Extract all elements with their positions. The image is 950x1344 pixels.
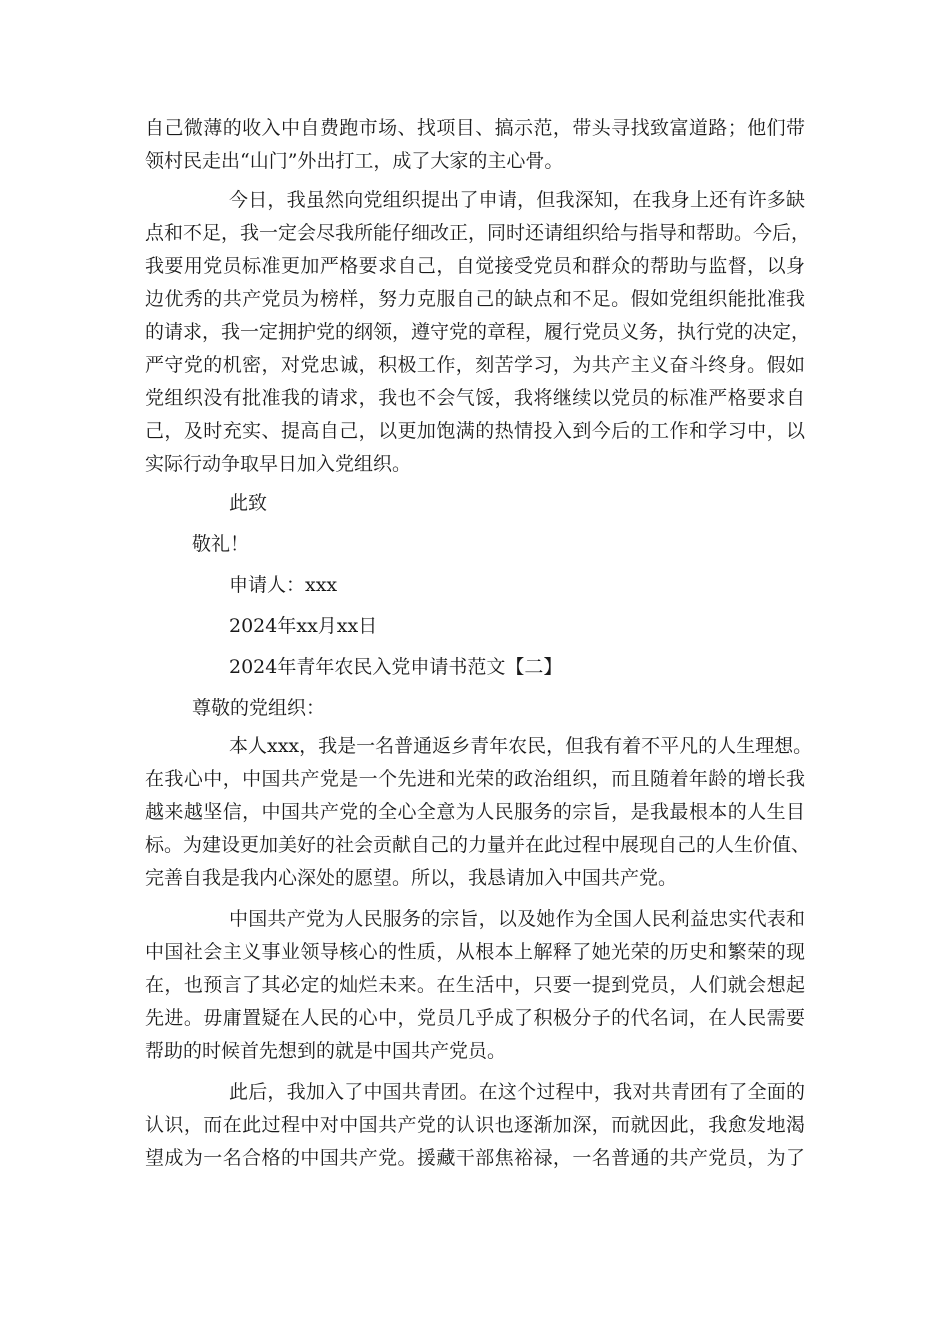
text-line: 完善自我是我内心深处的愿望。所以，我恳请加入中国共产党。	[145, 867, 678, 889]
text-line: 在，也预言了其必定的灿烂未来。在生活中，只要一提到党员，人们就会想起	[145, 974, 805, 996]
text-line: 自己微薄的收入中自费跑市场、找项目、搞示范，带头寻找致富道路；他们带	[145, 117, 805, 139]
text-line: 实际行动争取早日加入党组织。	[145, 453, 412, 475]
text-line: 点和不足，我一定会尽我所能仔细改正，同时还请组织给与指导和帮助。今后，	[145, 222, 811, 244]
paragraph-5	[145, 1076, 805, 1175]
text-line: 本人xxx，我是一名普通返乡青年农民，但我有着不平凡的人生理想。	[229, 735, 813, 757]
greeting: 尊敬的党组织：	[192, 697, 326, 719]
text-line: 己，及时充实、提高自己，以更加饱满的热情投入到今后的工作和学习中，以	[145, 420, 805, 442]
text-line: 党组织没有批准我的请求，我也不会气馁，我将继续以党员的标准严格要求自	[145, 387, 805, 409]
text-line: 先进。毋庸置疑在人民的心中，党员几乎成了积极分子的代名词，在人民需要	[145, 1007, 805, 1029]
paragraph-3	[145, 730, 813, 895]
text-line: 今日，我虽然向党组织提出了申请，但我深知，在我身上还有许多缺	[229, 189, 805, 211]
text-line: 中国共产党为人民服务的宗旨，以及她作为全国人民利益忠实代表和	[229, 908, 805, 930]
text-line: 边优秀的共产党员为榜样，努力克服自己的缺点和不足。假如党组织能批准我	[145, 288, 805, 310]
text-line: 中国社会主义事业领导核心的性质，从根本上解释了她光荣的历史和繁荣的现	[145, 941, 805, 963]
paragraph-1	[145, 112, 805, 178]
text-line: 我要用党员标准更加严格要求自己，自觉接受党员和群众的帮助与监督，以身	[145, 255, 805, 277]
text-line: 帮助的时候首先想到的就是中国共产党员。	[145, 1040, 507, 1062]
salutation: 敬礼！	[192, 533, 250, 555]
text-line: 越来越坚信，中国共产党的全心全意为人民服务的宗旨，是我最根本的人生目	[145, 801, 805, 823]
text-line: 标。为建设更加美好的社会贡献自己的力量并在此过程中展现自己的人生价值、	[145, 834, 811, 856]
applicant-line: 申请人：xxx	[229, 574, 338, 596]
paragraph-4	[145, 903, 805, 1068]
text-line: 认识，而在此过程中对中国共产党的认识也逐渐加深，而就因此，我愈发地渴	[145, 1114, 805, 1136]
text-line: 在我心中，中国共产党是一个先进和光荣的政治组织，而且随着年龄的增长我	[145, 768, 805, 790]
text-line: 严守党的机密，对党忠诚，积极工作，刻苦学习，为共产主义奋斗终身。假如	[145, 354, 805, 376]
paragraph-2	[145, 184, 811, 481]
text-line: 领村民走出“山门”外出打工，成了大家的主心骨。	[145, 150, 564, 172]
text-line: 的请求，我一定拥护党的纲领，遵守党的章程，履行党员义务，执行党的决定，	[145, 321, 811, 343]
closing-phrase: 此致	[229, 492, 268, 514]
date-line: 2024年xx月xx日	[229, 615, 378, 637]
text-line: 望成为一名合格的中国共产党。援藏干部焦裕禄，一名普通的共产党员，为了	[145, 1147, 805, 1169]
section-title: 2024年青年农民入党申请书范文【二】	[229, 656, 563, 678]
text-line: 此后，我加入了中国共青团。在这个过程中，我对共青团有了全面的	[229, 1081, 805, 1103]
